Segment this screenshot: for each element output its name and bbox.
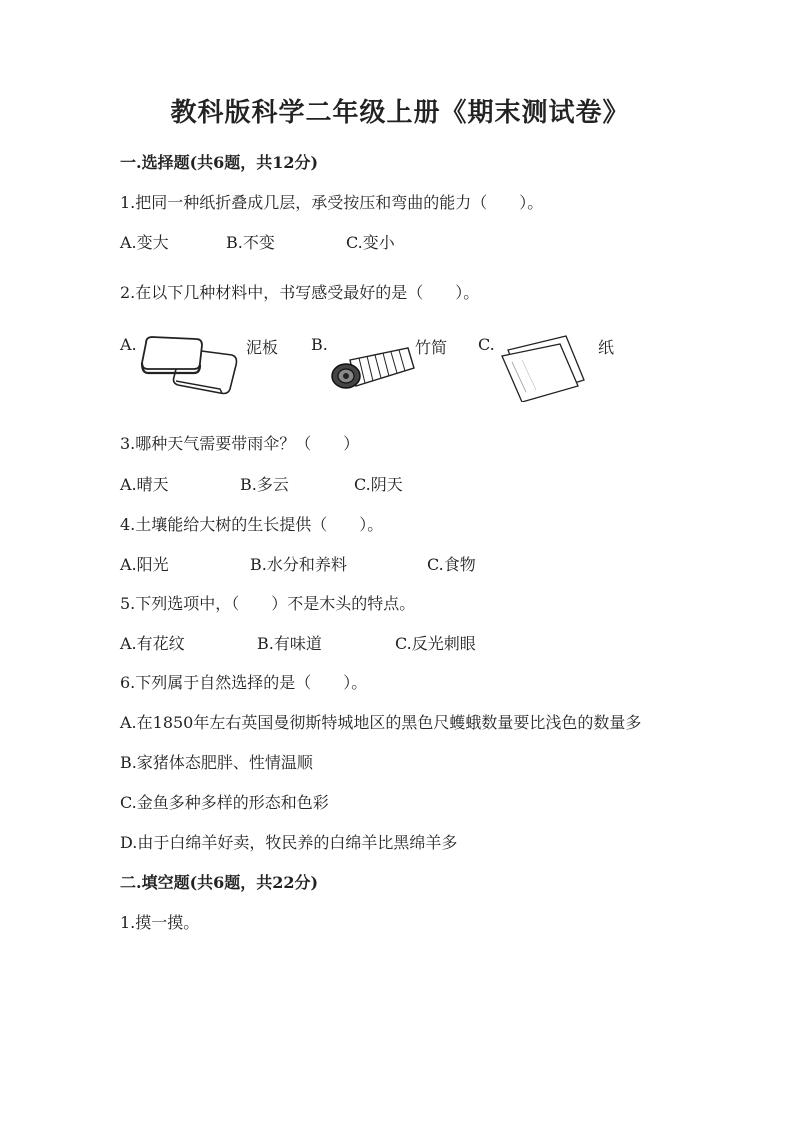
q4-option-c: C.食物 [427, 555, 476, 574]
q2-option-a-label: 泥板 [246, 338, 279, 357]
q3-option-a: A.晴天 [120, 475, 169, 494]
q4-option-a: A.阳光 [120, 555, 169, 574]
q6-option-c: C.金鱼多种多样的形态和色彩 [120, 793, 329, 812]
q2-option-b-label: 竹简 [415, 338, 448, 357]
q3-option-b: B.多云 [240, 475, 289, 494]
q1-option-c: C.变小 [346, 233, 395, 252]
q6-option-a: A.在1850年左右英国曼彻斯特城地区的黑色尺蠖蛾数量要比浅色的数量多 [120, 713, 642, 732]
paper-image [496, 334, 588, 402]
q3-stem: 3.哪种天气需要带雨伞？（ ） [120, 434, 360, 453]
q2-option-c-prefix: C. [478, 335, 495, 354]
q3-option-c: C.阴天 [354, 475, 403, 494]
q5-option-c: C.反光刺眼 [395, 634, 476, 653]
q2-option-a-prefix: A. [120, 335, 137, 354]
page-title: 教科版科学二年级上册《期末测试卷》 [170, 98, 630, 128]
bamboo-slips-image [326, 338, 416, 394]
q5-option-a: A.有花纹 [120, 634, 185, 653]
q2-option-c-label: 纸 [598, 338, 615, 357]
q6-option-d: D.由于白绵羊好卖，牧民养的白绵羊比黑绵羊多 [120, 833, 458, 852]
q6-stem: 6.下列属于自然选择的是（ ）。 [120, 673, 368, 692]
q2-option-b-prefix: B. [311, 335, 328, 354]
q6-option-b: B.家猪体态肥胖、性情温顺 [120, 753, 313, 772]
q1-option-b: B.不变 [226, 233, 275, 252]
clay-tablet-image [138, 333, 240, 395]
section2-heading: 二.填空题(共6题，共22分) [120, 873, 319, 892]
q5-option-b: B.有味道 [257, 634, 322, 653]
section2-q1-stem: 1.摸一摸。 [120, 913, 200, 932]
q2-stem: 2.在以下几种材料中，书写感受最好的是（ ）。 [120, 283, 480, 302]
q1-stem: 1.把同一种纸折叠成几层，承受按压和弯曲的能力（ ）。 [120, 193, 544, 212]
q1-option-a: A.变大 [120, 233, 169, 252]
q5-stem: 5.下列选项中，（ ）不是木头的特点。 [120, 594, 416, 613]
section1-heading: 一.选择题(共6题，共12分) [120, 153, 319, 172]
q4-option-b: B.水分和养料 [250, 555, 347, 574]
q4-stem: 4.土壤能给大树的生长提供（ ）。 [120, 515, 384, 534]
